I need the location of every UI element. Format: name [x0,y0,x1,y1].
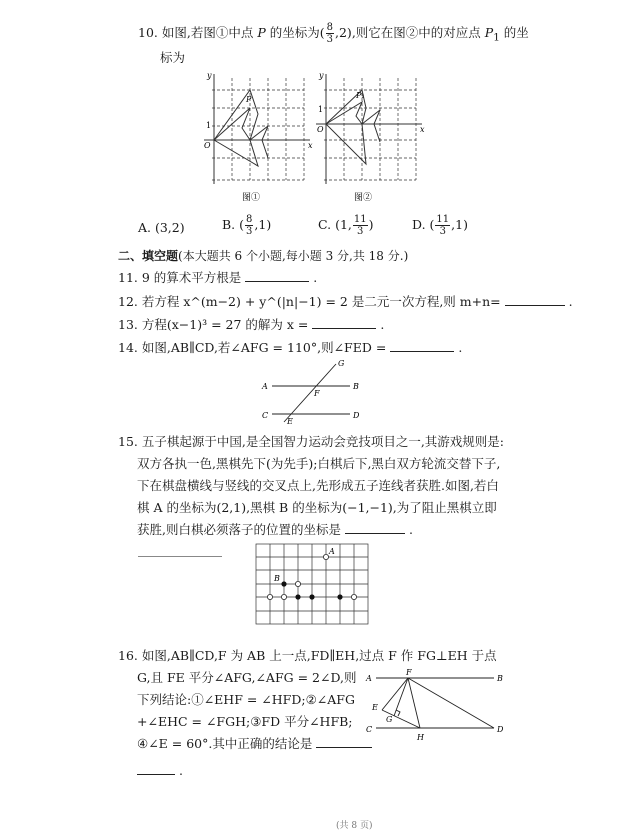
q16-label-g: G [386,715,393,724]
fig2-y-label: y [319,71,324,80]
q12-answer-blank[interactable] [505,293,565,306]
q11-answer-blank[interactable] [245,269,309,282]
q14-label-b: B [353,382,359,391]
figure-1 [204,74,310,184]
q15-line1: 15. 五子棋起源于中国,是全国智力运动会竞技项目之一,其游戏规则是: [118,434,505,449]
q16-line6: . [137,762,183,778]
q16-label-e: E [372,703,378,712]
q12: 12. 若方程 x^(m−2) + y^(|n|−1) = 2 是二元一次方程,则 m+n= . [118,294,573,309]
q15-line3: 下在棋盘横线与竖线的交叉点上,先形成五子连线者获胜.如图,若白 [137,478,499,493]
fig1-x-label: x [308,141,313,150]
q16-line5: ④∠E = 60°.其中正确的结论是 [137,734,372,752]
q16-label-d: D [497,725,504,734]
q14-answer-blank[interactable] [390,339,454,352]
q10-figures [190,68,450,208]
q15-answer-blank[interactable] [345,521,405,534]
fig2-one-label: 1 [318,105,324,114]
q13-answer-blank[interactable] [312,316,376,329]
q10-option-b: B. ( $\frac{8}{3}$ ,1) [222,214,272,237]
fig2-caption: 图② [354,193,373,203]
q10-option-a: A. (3,2) [138,220,185,235]
section2-title: 二、填空题 [118,249,179,263]
q15-line5: 获胜,则白棋必须落子的位置的坐标是 . [137,522,413,537]
q10-line2: 标为 [160,50,186,65]
fig2-x-label: x [420,125,425,134]
q16-label-h: H [417,733,424,742]
q15-label-b: B [274,574,280,583]
q14-label-g: G [338,359,345,368]
q15-line4: 棋 A 的坐标为(2,1),黑棋 B 的坐标为(−1,−1),为了阻止黑棋立即 [137,500,497,515]
q10-line1 [138,22,529,45]
q14-label-e: E [287,417,293,424]
q10-option-c: C. (1, $\frac{11}{3}$ ) [318,214,374,237]
q16-figure [360,666,510,746]
figure-2 [316,74,422,184]
q14-figure [258,358,368,424]
q16-line2: G,且 FE 平分∠AFG,∠AFG = 2∠D,则 [137,670,357,685]
q13: 13. 方程(x−1)³ = 27 的解为 x = . [118,317,385,332]
fig2-p1-label: P₁ [356,91,365,100]
q14-label-f: F [314,389,320,398]
q14-label-c: C [262,411,269,420]
q16-label-f: F [406,668,412,677]
q14: 14. 如图,AB∥CD,若∠AFG = 110°,则∠FED = . [118,340,463,355]
fig1-one-label: 1 [206,121,212,130]
q15-decorative-rule [138,556,222,557]
q10-fraction: $\frac{8}{3}$ [326,22,333,45]
q10-option-d: D. ( $\frac{11}{3}$ ,1) [412,214,468,237]
q15-label-a: A [329,547,335,556]
fig1-caption: 图① [242,193,261,203]
page-footer: (共 8 页) [336,821,373,831]
fig1-p-label: P [246,95,252,104]
q16-line3: 下列结论:①∠EHF = ∠HFD;②∠AFG [137,692,355,707]
q16-label-b: B [497,674,503,683]
q14-label-a: A [262,382,268,391]
q15-board [250,540,378,630]
q11: 11. 9 的算术平方根是 . [118,270,318,285]
q16-label-c: C [366,725,373,734]
fig2-origin-label: O [317,125,324,134]
q16-line4: +∠EHC = ∠FGH;③FD 平分∠HFB; [137,714,353,729]
q14-label-d: D [353,411,360,420]
q15-line2: 双方各执一色,黑棋先下(为先手);白棋后下,黑白双方轮流交替下子, [137,456,501,471]
fig1-y-label: y [207,71,212,80]
section2-note: (本大题共 6 个小题,每小题 3 分,共 18 分.) [178,249,409,263]
fig1-origin-label: O [204,141,211,150]
section2-heading [118,247,408,264]
q16-line1: 16. 如图,AB∥CD,F 为 AB 上一点,FD∥EH,过点 F 作 FG⊥EH 于点 [118,648,497,663]
q16-label-a: A [366,674,372,683]
q16-answer-blank-2[interactable] [137,762,175,775]
q10-text: 10. 如图,若图①中点 P 的坐标为( $\frac{8}{3}$ ,2),则它在图②中的对应点 $P_1$ 的坐 [138,22,529,45]
